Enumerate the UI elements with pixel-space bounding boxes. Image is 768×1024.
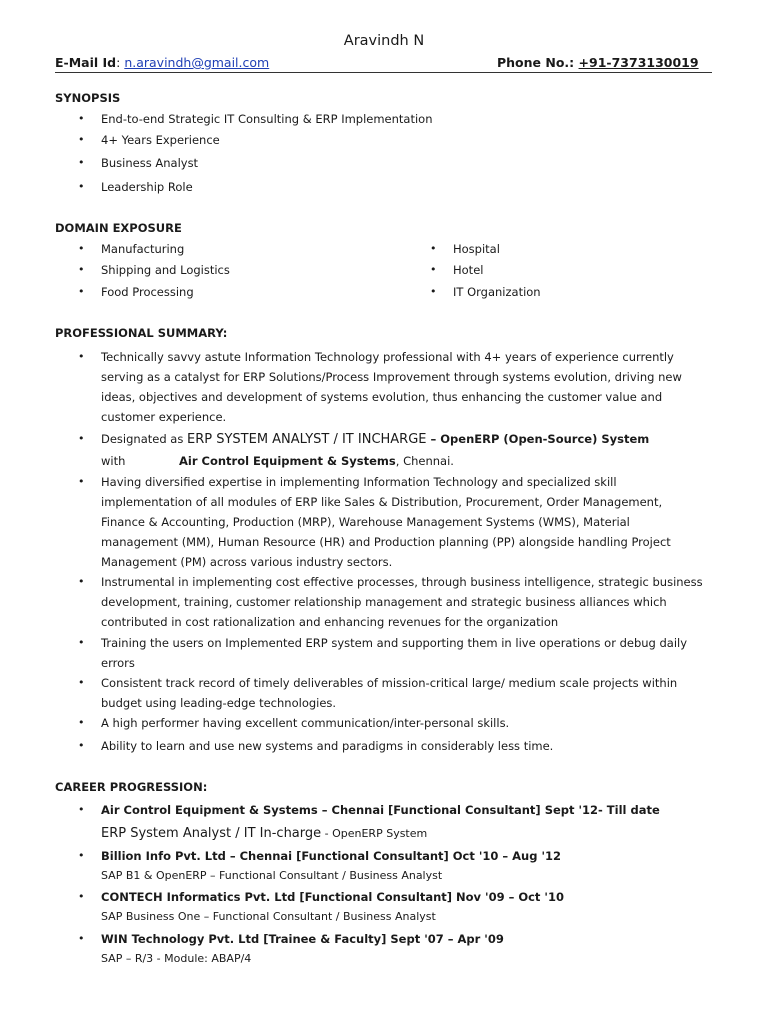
- bullet-icon: •: [430, 263, 437, 276]
- bullet-icon: •: [78, 285, 85, 298]
- designation-company-line: [101, 451, 454, 471]
- bullet-icon: •: [78, 739, 85, 752]
- synopsis-heading: SYNOPSIS: [55, 91, 121, 105]
- summary-line: Finance & Accounting, Production (MRP), Warehouse Management Systems (WMS), Material: [101, 515, 630, 529]
- email-link[interactable]: n.aravindh@gmail.com: [124, 55, 270, 70]
- designation-with: with: [101, 454, 126, 468]
- bullet-icon: •: [78, 716, 85, 729]
- domain-item: Shipping and Logistics: [101, 263, 230, 277]
- designation-role: ERP SYSTEM ANALYST / IT INCHARGE: [187, 432, 427, 447]
- bullet-icon: •: [78, 263, 85, 276]
- email-line: [55, 55, 269, 70]
- summary-line: budget using leading-edge technologies.: [101, 696, 337, 710]
- summary-heading: PROFESSIONAL SUMMARY:: [55, 326, 228, 340]
- domain-item: IT Organization: [453, 285, 541, 299]
- bullet-icon: •: [78, 112, 85, 125]
- bullet-icon: •: [78, 849, 85, 862]
- job-title: Air Control Equipment & Systems – Chennai [Functional Consultant] Sept '12- Till date: [101, 803, 660, 817]
- summary-line: Instrumental in implementing cost effective processes, through business intelligence, strategic business: [101, 575, 703, 589]
- job-role: ERP System Analyst / IT In-charge: [101, 826, 322, 841]
- summary-line: Training the users on Implemented ERP system and supporting them in live operations or debug daily: [101, 636, 688, 650]
- phone-line: [497, 55, 699, 70]
- bullet-icon: •: [430, 285, 437, 298]
- phone-label: Phone No.:: [497, 55, 575, 70]
- designation-prefix: Designated as: [101, 432, 187, 446]
- summary-line: development, training, customer relationship management and strategic business alliances which: [101, 595, 667, 609]
- job-subtitle: [101, 823, 427, 844]
- summary-line: serving as a catalyst for ERP Solutions/Process Improvement through systems evolution, driving new: [101, 370, 682, 384]
- designation-company: Air Control Equipment & Systems: [179, 454, 396, 468]
- bullet-icon: •: [78, 636, 85, 649]
- summary-line: Ability to learn and use new systems and paradigms in considerably less time.: [101, 739, 554, 753]
- job-subtitle: SAP Business One – Functional Consultant / Business Analyst: [101, 910, 436, 923]
- designation-city: , Chennai.: [395, 454, 454, 468]
- summary-line: Technically savvy astute Information Technology professional with 4+ years of experience currently: [101, 350, 674, 364]
- candidate-name: Aravindh N: [343, 33, 425, 49]
- summary-line: errors: [101, 656, 135, 670]
- bullet-icon: •: [78, 575, 85, 588]
- bullet-icon: •: [78, 350, 85, 363]
- designation-system: – OpenERP (Open-Source) System: [426, 432, 650, 446]
- summary-line: implementation of all modules of ERP like Sales & Distribution, Procurement, Order Management,: [101, 495, 663, 509]
- designation-line: [101, 429, 649, 450]
- domain-item: Manufacturing: [101, 242, 185, 256]
- phone-number[interactable]: +91-7373130019: [578, 55, 699, 70]
- summary-line: contributed in cost rationalization and enhancing revenues for the organization: [101, 615, 559, 629]
- bullet-icon: •: [78, 156, 85, 169]
- email-separator: :: [116, 55, 125, 70]
- job-subtitle: SAP – R/3 - Module: ABAP/4: [101, 952, 252, 965]
- domain-heading: DOMAIN EXPOSURE: [55, 221, 182, 235]
- bullet-icon: •: [430, 242, 437, 255]
- bullet-icon: •: [78, 932, 85, 945]
- domain-item: Hospital: [453, 242, 500, 256]
- summary-line: Management (PM) across various industry sectors.: [101, 555, 393, 569]
- synopsis-item: Business Analyst: [101, 156, 199, 170]
- synopsis-item: End-to-end Strategic IT Consulting & ERP Implementation: [101, 112, 433, 126]
- job-title: CONTECH Informatics Pvt. Ltd [Functional Consultant] Nov '09 – Oct '10: [101, 890, 564, 904]
- career-heading: CAREER PROGRESSION:: [55, 780, 208, 794]
- domain-item: Hotel: [453, 263, 484, 277]
- summary-line: ideas, objectives and development of systems evolution, thus enhancing the customer value and: [101, 390, 663, 404]
- summary-line: management (MM), Human Resource (HR) and Production planning (PP) alongside handling Project: [101, 535, 671, 549]
- domain-item: Food Processing: [101, 285, 194, 299]
- synopsis-item: Leadership Role: [101, 180, 193, 194]
- bullet-icon: •: [78, 676, 85, 689]
- job-title: WIN Technology Pvt. Ltd [Trainee & Faculty] Sept '07 – Apr '09: [101, 932, 504, 946]
- email-label: E-Mail Id: [55, 55, 117, 70]
- synopsis-item: 4+ Years Experience: [101, 133, 220, 147]
- bullet-icon: •: [78, 475, 85, 488]
- bullet-icon: •: [78, 133, 85, 146]
- bullet-icon: •: [78, 432, 85, 445]
- bullet-icon: •: [78, 180, 85, 193]
- summary-line: customer experience.: [101, 410, 227, 424]
- summary-line: Consistent track record of timely deliverables of mission-critical large/ medium scale projects within: [101, 676, 678, 690]
- header-divider: [55, 72, 712, 73]
- job-system: - OpenERP System: [321, 827, 428, 840]
- job-subtitle: SAP B1 & OpenERP – Functional Consultant / Business Analyst: [101, 869, 443, 882]
- bullet-icon: •: [78, 242, 85, 255]
- bullet-icon: •: [78, 803, 85, 816]
- summary-line: Having diversified expertise in implementing Information Technology and specialized skill: [101, 475, 617, 489]
- summary-line: A high performer having excellent communication/inter-personal skills.: [101, 716, 510, 730]
- bullet-icon: •: [78, 890, 85, 903]
- job-title: Billion Info Pvt. Ltd – Chennai [Functional Consultant] Oct '10 – Aug '12: [101, 849, 561, 863]
